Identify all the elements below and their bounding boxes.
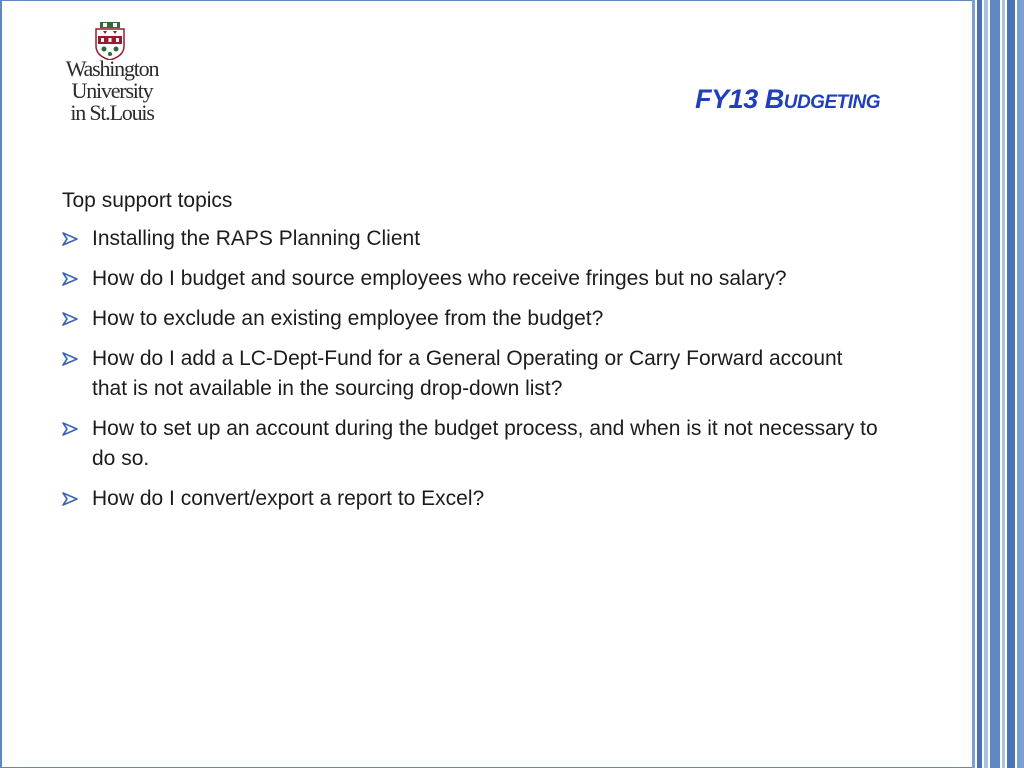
university-logo: [50, 22, 174, 130]
arrow-bullet-icon: [62, 352, 78, 366]
frame-top-border: [0, 0, 974, 1]
list-item: [62, 224, 882, 254]
university-wordmark: [50, 58, 174, 124]
frame-left-border: [0, 0, 2, 768]
bullet-list: [62, 224, 882, 514]
list-item: [62, 484, 882, 514]
slide-title: [560, 84, 880, 115]
arrow-bullet-icon: [62, 312, 78, 326]
list-item: [62, 304, 882, 334]
title-rest: UDGETING: [783, 92, 880, 113]
logo-line-3: in St.Louis: [70, 100, 154, 125]
list-item: [62, 344, 882, 404]
list-item-text: Installing the RAPS Planning Client: [92, 227, 421, 250]
arrow-bullet-icon: [62, 492, 78, 506]
intro-text: Top support topics: [62, 189, 233, 212]
arrow-bullet-icon: [62, 232, 78, 246]
shield-icon: [94, 22, 126, 60]
list-item-text: How do I convert/export a report to Excel?: [92, 487, 485, 510]
arrow-bullet-icon: [62, 422, 78, 436]
list-item-text: How to exclude an existing employee from the budget?: [92, 307, 604, 330]
title-initial: B: [764, 84, 784, 114]
logo-line-1: Washington: [65, 56, 159, 81]
list-item: [62, 264, 882, 294]
title-main: FY13: [695, 84, 765, 114]
decorative-stripes: [972, 0, 1024, 768]
arrow-bullet-icon: [62, 272, 78, 286]
list-item: [62, 414, 882, 474]
list-item-text: How do I add a LC-Dept-Fund for a General Operating or Carry Forward account that is not available in the sourcing drop-down list?: [92, 347, 843, 400]
slide-content: [62, 186, 882, 524]
list-item-text: How do I budget and source employees who receive fringes but no salary?: [92, 267, 787, 290]
list-item-text: How to set up an account during the budget process, and when is it not necessary to do so.: [92, 417, 878, 470]
logo-line-2: University: [71, 78, 153, 103]
